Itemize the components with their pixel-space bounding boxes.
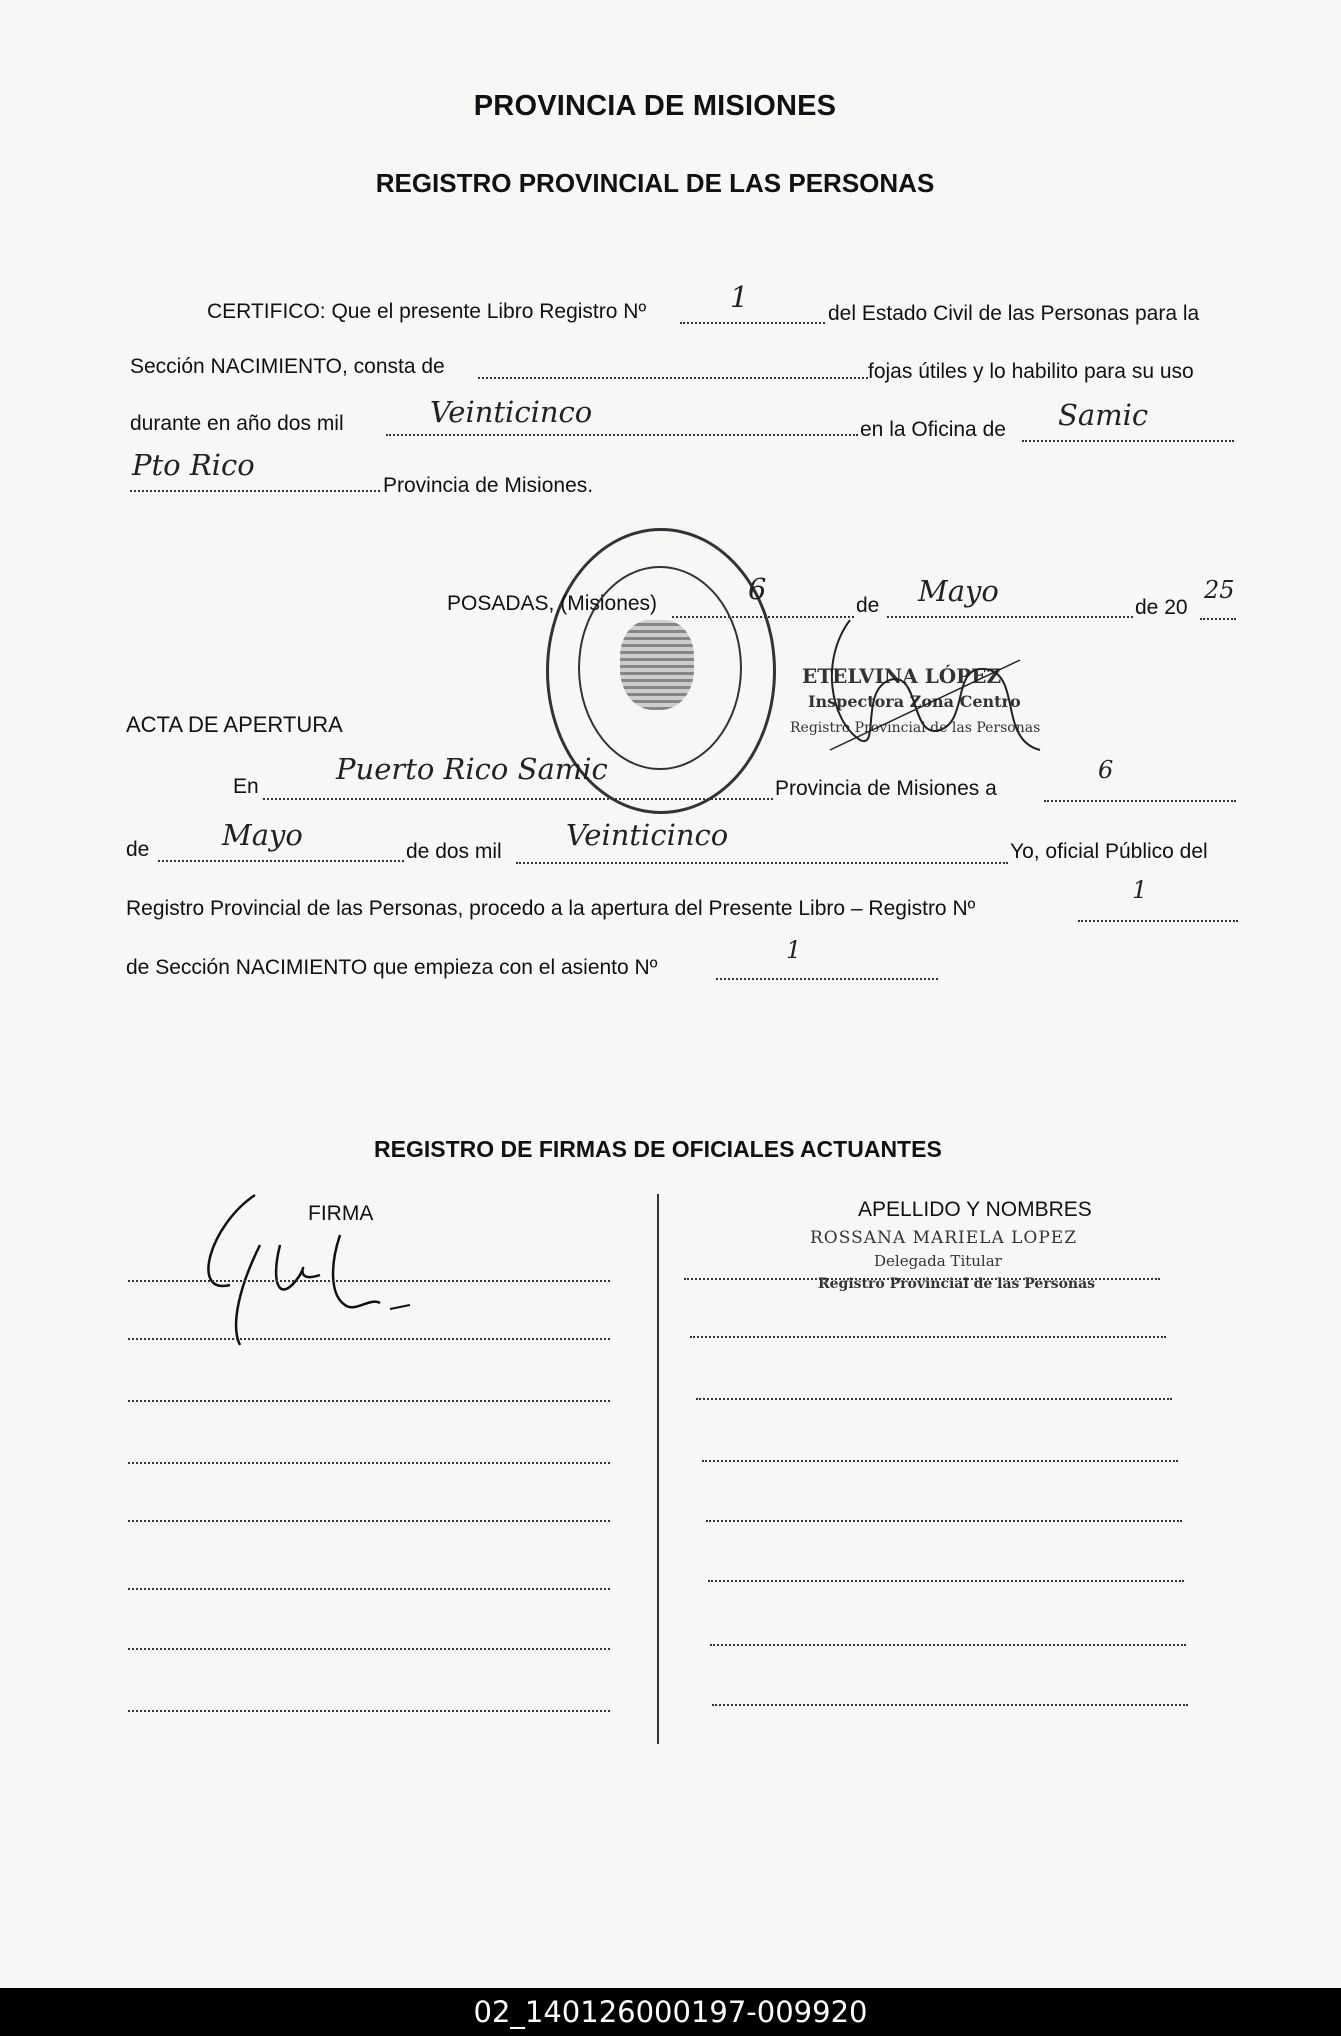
inspector-stamp-name: ETELVINA LÓPEZ xyxy=(802,664,1002,688)
column-divider xyxy=(657,1194,659,1744)
fojas-line xyxy=(478,377,868,379)
acta-registro-line: Registro Provincial de las Personas, procedo a la apertura del Presente Libro – Registro Nº xyxy=(126,897,976,920)
acta-yo-oficial: Yo, oficial Público del xyxy=(1010,840,1208,863)
nombres-row-line xyxy=(706,1520,1182,1522)
nombres-row-line xyxy=(710,1644,1186,1646)
firma-row-line xyxy=(128,1710,610,1712)
oficina-value: Samic xyxy=(1058,398,1149,432)
firma-row-line xyxy=(128,1338,610,1340)
acta-asiento-value: 1 xyxy=(786,936,802,964)
firma-row-line xyxy=(128,1280,610,1282)
delegada-stamp-title: Delegada Titular xyxy=(874,1252,1002,1270)
acta-lugar-value: Puerto Rico Samic xyxy=(336,752,608,786)
firma-row-line xyxy=(128,1462,610,1464)
posadas-de2: de 20 xyxy=(1135,596,1188,619)
localidad-line xyxy=(130,490,380,492)
certifico-line3-a: durante en año dos mil xyxy=(130,412,344,435)
firma-row-line xyxy=(128,1520,610,1522)
posadas-mes-value: Mayo xyxy=(918,574,999,608)
nombres-row-line xyxy=(712,1704,1188,1706)
firmas-title: REGISTRO DE FIRMAS DE OFICIALES ACTUANTES xyxy=(374,1136,942,1162)
certifico-line1-a: CERTIFICO: Que el presente Libro Registro Nº xyxy=(207,300,647,323)
anio-value: Veinticinco xyxy=(430,395,593,429)
anio-line xyxy=(386,434,858,436)
oficina-line xyxy=(1022,440,1234,442)
posadas-anio-value: 25 xyxy=(1204,576,1235,604)
posadas-dia-value: 6 xyxy=(748,572,767,606)
libro-no-line xyxy=(680,322,825,324)
firma-signature xyxy=(170,1185,420,1355)
acta-anio-value: Veinticinco xyxy=(566,818,729,852)
col-firma-header: FIRMA xyxy=(308,1202,374,1225)
col-nombres-header: APELLIDO Y NOMBRES xyxy=(858,1198,1092,1221)
localidad-value: Pto Rico xyxy=(132,448,255,482)
acta-lugar-line xyxy=(263,798,773,800)
acta-dia-line xyxy=(1044,800,1236,802)
acta-anio-line xyxy=(516,862,1008,864)
acta-seccion-line: de Sección NACIMIENTO que empieza con el asiento Nº xyxy=(126,956,658,979)
posadas-de1: de xyxy=(856,594,880,617)
certifico-line2-a: Sección NACIMIENTO, consta de xyxy=(130,355,445,378)
libro-no-value: 1 xyxy=(730,280,749,314)
firma-row-line xyxy=(128,1648,610,1650)
acta-mes-line xyxy=(158,860,404,862)
nombres-row-line xyxy=(708,1580,1184,1582)
posadas-anio-line xyxy=(1200,618,1236,620)
province-title: PROVINCIA DE MISIONES xyxy=(473,90,837,122)
acta-provincia-a: Provincia de Misiones a xyxy=(775,777,997,800)
nombres-row-line xyxy=(696,1398,1172,1400)
seal-coat-of-arms-icon xyxy=(620,620,694,710)
registry-title: REGISTRO PROVINCIAL DE LAS PERSONAS xyxy=(375,168,935,198)
certifico-line4-b: Provincia de Misiones. xyxy=(383,474,594,497)
certifico-line3-b: en la Oficina de xyxy=(860,418,1006,441)
acta-mes-value: Mayo xyxy=(222,818,303,852)
inspector-stamp-title: Inspectora Zona Centro xyxy=(808,692,1021,711)
certifico-line1-b: del Estado Civil de las Personas para la xyxy=(828,302,1200,325)
acta-en: En xyxy=(233,775,259,798)
acta-title: ACTA DE APERTURA xyxy=(126,712,343,737)
acta-de: de xyxy=(126,838,150,861)
posadas-label: POSADAS, (Misiones) xyxy=(447,592,658,615)
delegada-stamp-org: Registro Provincial de las Personas xyxy=(818,1276,1096,1292)
certifico-line2-b: fojas útiles y lo habilito para su uso xyxy=(868,360,1194,383)
acta-de-dos-mil: de dos mil xyxy=(406,840,502,863)
acta-dia-value: 6 xyxy=(1098,756,1114,784)
firma-row-line xyxy=(128,1588,610,1590)
inspector-stamp-org: Registro Provincial de las Personas xyxy=(790,720,1041,736)
delegada-stamp-name: ROSSANA MARIELA LOPEZ xyxy=(810,1228,1078,1248)
nombres-row-line xyxy=(702,1460,1178,1462)
acta-libro-value: 1 xyxy=(1132,876,1148,904)
acta-libro-line xyxy=(1078,920,1238,922)
nombres-row-line xyxy=(690,1336,1166,1338)
inspector-signature xyxy=(790,600,1060,770)
firma-row-line xyxy=(128,1400,610,1402)
nombres-row-line xyxy=(684,1278,1160,1280)
document-code: 02_140126000197-009920 xyxy=(0,1988,1341,2036)
acta-asiento-line xyxy=(716,978,938,980)
